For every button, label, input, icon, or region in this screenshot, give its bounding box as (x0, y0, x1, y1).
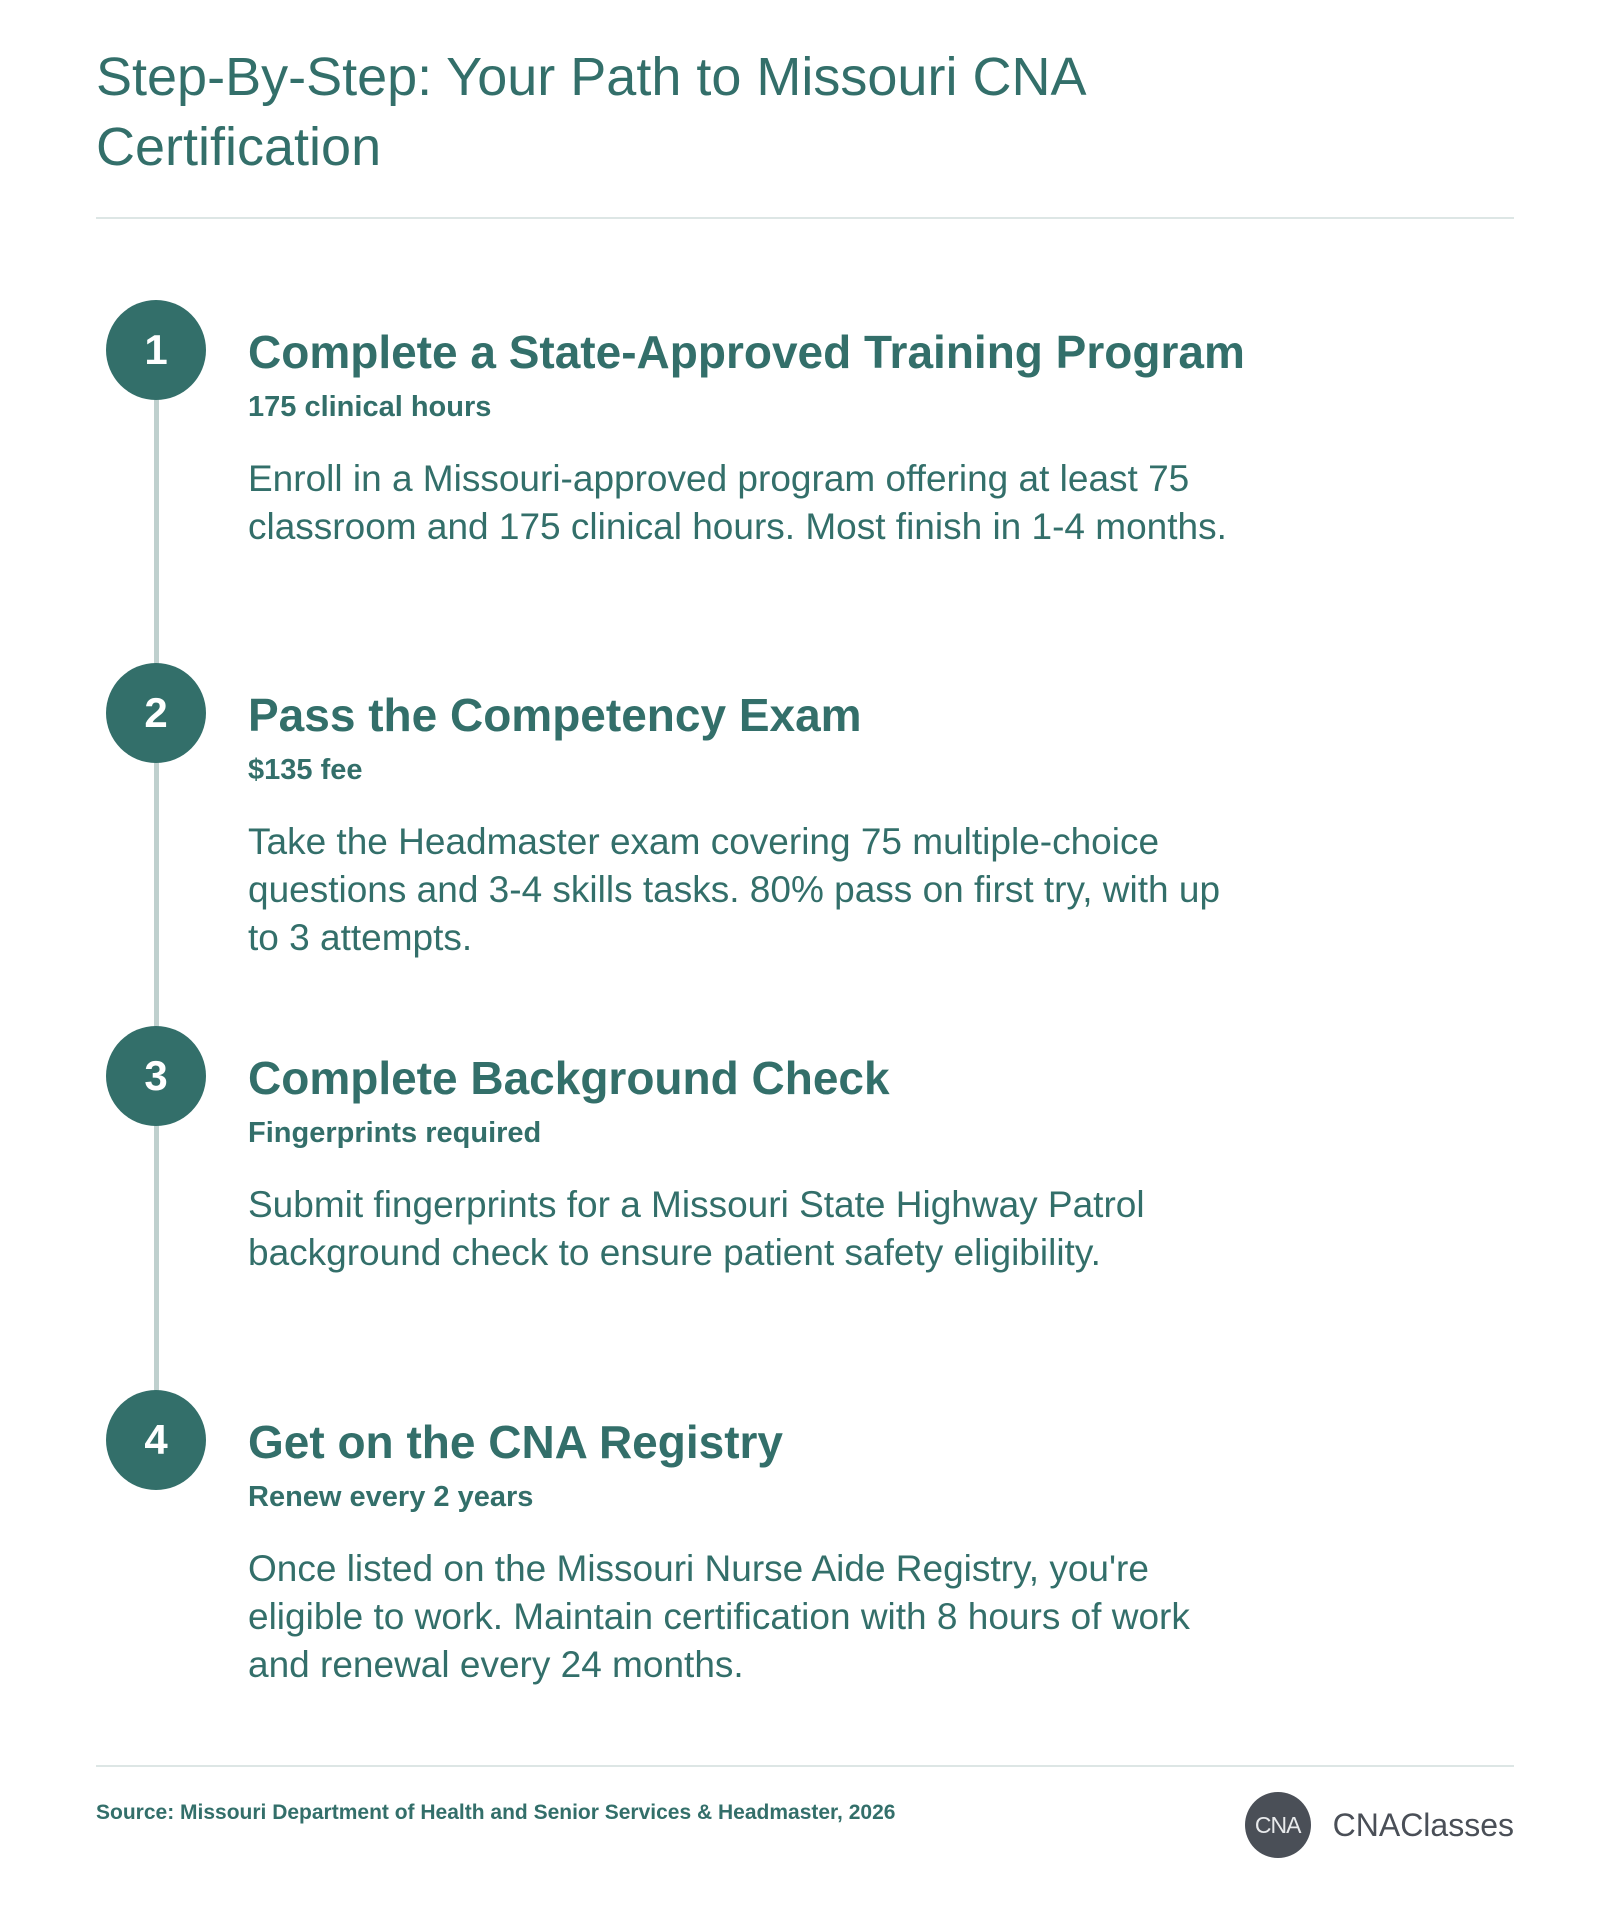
step-title: Get on the CNA Registry (248, 1416, 784, 1468)
step-title: Complete a State-Approved Training Program (248, 326, 1245, 378)
step-title: Pass the Competency Exam (248, 689, 862, 741)
step-description: Submit fingerprints for a Missouri State Highway Patrol background check to ensure patient safety eligibility. (248, 1184, 1145, 1273)
brand-logo (1245, 1792, 1514, 1858)
step-description: Once listed on the Missouri Nurse Aide Registry, you're eligible to work. Maintain certification with 8 hours of work and renewal every 24 months. (248, 1548, 1190, 1685)
brand-name: CNAClasses (1332, 1807, 1514, 1843)
step-number-badge: 2 (106, 663, 206, 763)
step-number-badge: 1 (106, 300, 206, 400)
step-subtitle: Fingerprints required (248, 1117, 542, 1149)
step-subtitle: Renew every 2 years (248, 1481, 534, 1513)
step-title: Complete Background Check (248, 1052, 890, 1104)
step-number-badge: 4 (106, 1390, 206, 1490)
timeline-connector (154, 350, 159, 1400)
footer-divider (96, 1765, 1514, 1767)
step-subtitle: $135 fee (248, 754, 363, 786)
step-description: Take the Headmaster exam covering 75 multiple-choice questions and 3-4 skills tasks. 80% pass on first try, with up to 3 attempts. (248, 821, 1221, 958)
step-number-badge: 3 (106, 1026, 206, 1126)
source-citation: Source: Missouri Department of Health and Senior Services & Headmaster, 2026 (96, 1801, 896, 1824)
brand-badge-icon: CNA (1245, 1792, 1311, 1858)
step-description: Enroll in a Missouri-approved program offering at least 75 classroom and 175 clinical hours. Most finish in 1-4 months. (248, 458, 1227, 547)
step-subtitle: 175 clinical hours (248, 391, 492, 423)
page-title: Step-By-Step: Your Path to Missouri CNA Certification (96, 47, 1084, 177)
header-divider (96, 217, 1514, 219)
